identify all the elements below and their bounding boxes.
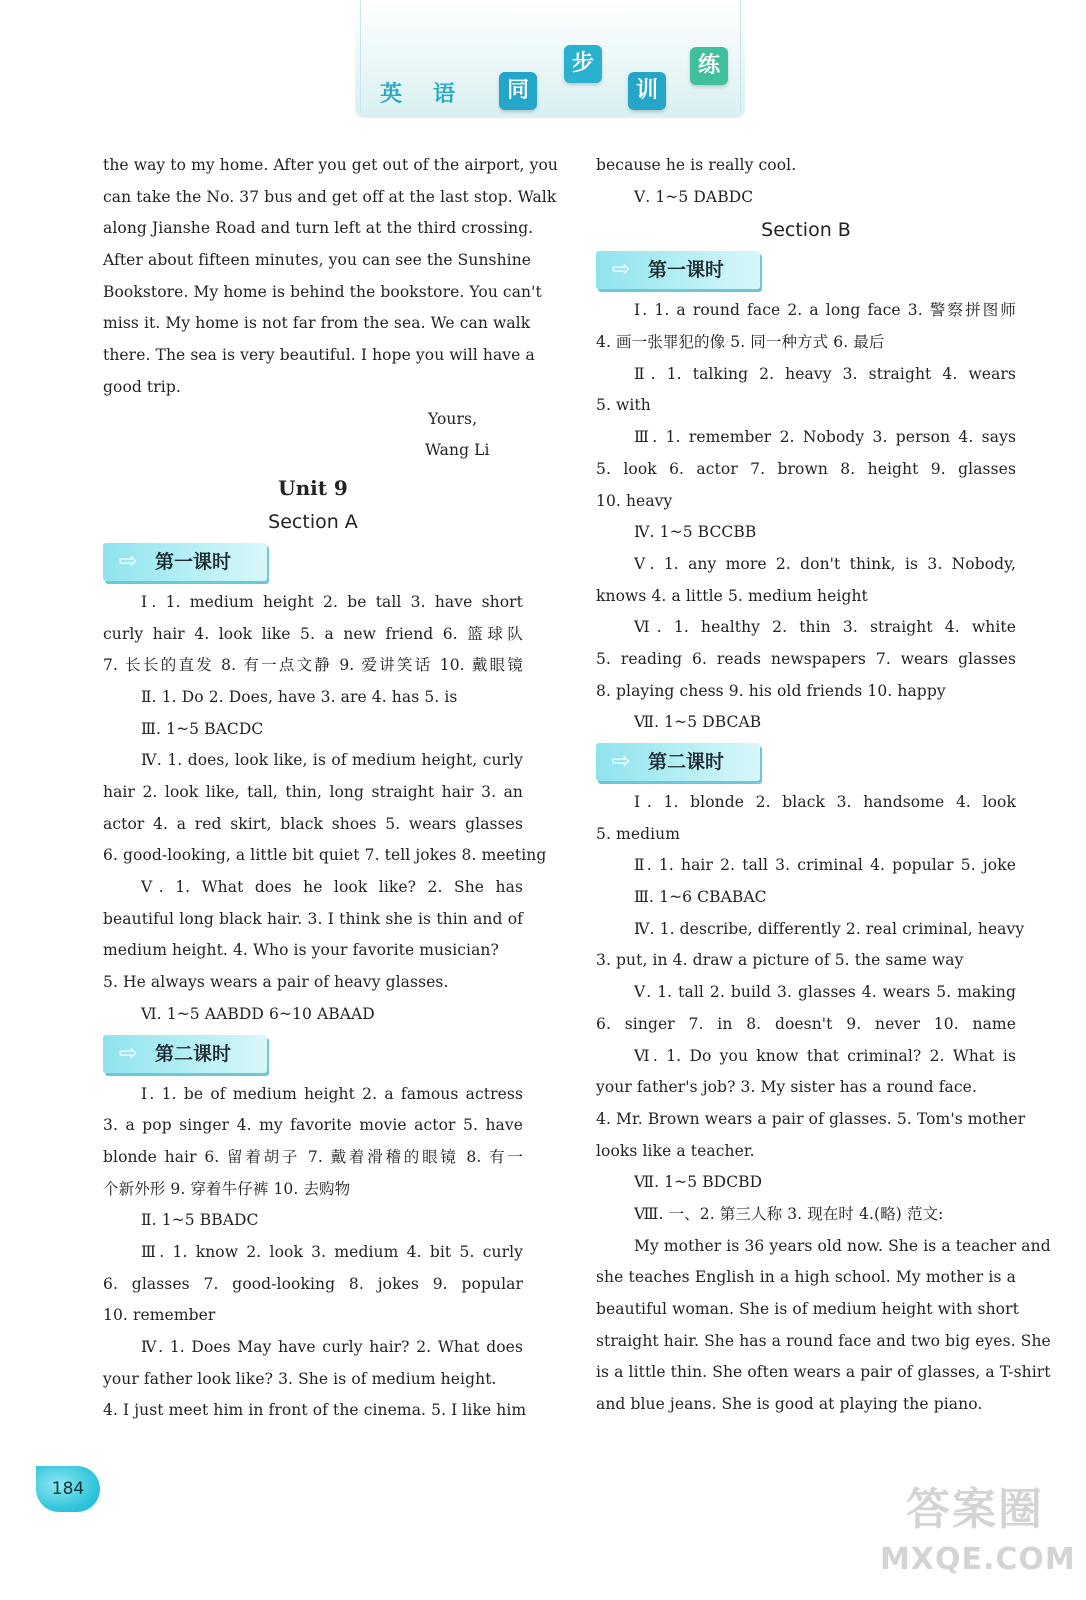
essay-line: is a little thin. She often wears a pair of glasses, a T-shirt [596, 1363, 1051, 1382]
answer-line: Ⅳ. 1. Does May have curly hair? 2. What does [141, 1338, 523, 1356]
answer-line: Ⅵ. 1. healthy 2. thin 3. straight 4. white [634, 618, 1016, 637]
answer-line: 10. remember [103, 1306, 216, 1325]
essay-line: she teaches English in a high school. My mother is a [596, 1268, 1016, 1287]
lesson-banner [596, 743, 760, 781]
header-rule [740, 0, 741, 112]
letter-line: Bookstore. My home is behind the bookstore. You can't [103, 282, 542, 301]
answer-line: Ⅰ. 1. blonde 2. black 3. handsome 4. look [634, 793, 1016, 811]
answer-line: 10. heavy [596, 491, 673, 510]
watermark-url: MXQE.COM [880, 1542, 1076, 1577]
arrow-right-icon: ⇨ [118, 1040, 138, 1066]
lesson-label: 第一课时 [155, 550, 232, 573]
answer-line: 7. 长长的直发 8. 有一点文静 9. 爱讲笑话 10. 戴眼镜 [103, 656, 523, 675]
answer-line: curly hair 4. look like 5. a new friend 6. 篮球队 [103, 624, 523, 643]
answer-line: hair 2. look like, tall, thin, long straight hair 3. an [103, 783, 523, 801]
lesson-banner [103, 543, 267, 581]
answer-line: 8. playing chess 9. his old friends 10. happy [596, 681, 946, 700]
letter-line: can take the No. 37 bus and get off at the last stop. Walk [103, 187, 557, 206]
answer-line: medium height. 4. Who is your favorite musician? [103, 941, 499, 960]
answer-line: your father look like? 3. She is of medium height. [103, 1369, 497, 1388]
answer-line: Ⅳ. 1. describe, differently 2. real criminal, heavy [634, 919, 1025, 938]
answer-line: 个新外形 9. 穿着牛仔裤 10. 去购物 [103, 1179, 351, 1198]
answer-line: Ⅰ. 1. be of medium height 2. a famous actress [141, 1084, 523, 1103]
header-char-box: 同 [499, 72, 537, 110]
answer-line: Ⅶ. 1~5 DBCAB [634, 713, 762, 732]
essay-line: My mother is 36 years old now. She is a teacher and [634, 1236, 1051, 1255]
answer-line: 6. glasses 7. good-looking 8. jokes 9. popular [103, 1274, 523, 1293]
letter-line: good trip. [103, 377, 181, 396]
answer-line: Ⅲ. 1. remember 2. Nobody 3. person 4. says [634, 428, 1016, 447]
answer-line: Ⅴ. 1~5 DABDC [634, 187, 754, 206]
letter-line: there. The sea is very beautiful. I hope you will have a [103, 346, 535, 365]
header-rule [360, 0, 361, 112]
answer-line: looks like a teacher. [596, 1141, 755, 1160]
answer-line: Ⅳ. 1~5 BCCBB [634, 523, 757, 542]
essay-line: and blue jeans. She is good at playing the piano. [596, 1395, 983, 1414]
answer-line: Ⅵ. 1. Do you know that criminal? 2. What is [634, 1046, 1016, 1065]
answer-line: Ⅱ. 1~5 BBADC [141, 1211, 259, 1230]
answer-line: Ⅱ. 1. Do 2. Does, have 3. are 4. has 5. is [141, 687, 458, 706]
answer-line: Ⅱ. 1. hair 2. tall 3. criminal 4. popular 5. joke [634, 856, 1016, 875]
section-title: Section B [761, 219, 851, 242]
answer-line: 5. reading 6. reads newspapers 7. wears glasses [596, 649, 1016, 668]
letter-signature: Wang Li [425, 441, 490, 460]
essay-line: straight hair. She has a round face and two big eyes. She [596, 1331, 1051, 1350]
header-char: 英 [379, 82, 402, 107]
answer-line: 5. He always wears a pair of heavy glasses. [103, 973, 449, 992]
answer-line: 5. with [596, 396, 651, 415]
answer-line: beautiful long black hair. 3. I think she is thin and of [103, 909, 523, 928]
answer-line: Ⅴ. 1. any more 2. don't think, is 3. Nobody, [634, 554, 1016, 573]
answer-line: Ⅲ. 1~5 BACDC [141, 719, 264, 738]
arrow-right-icon: ⇨ [611, 257, 631, 283]
watermark [880, 1480, 1076, 1590]
answer-line: actor 4. a red skirt, black shoes 5. wears glasses [103, 814, 523, 833]
answer-line: because he is really cool. [596, 156, 797, 174]
letter-line: After about fifteen minutes, you can see the Sunshine [103, 251, 532, 270]
answer-line: Ⅰ. 1. a round face 2. a long face 3. 警察拼图师 [634, 301, 1016, 320]
answer-line: Ⅵ. 1~5 AABDD 6~10 ABAAD [141, 1004, 375, 1023]
answer-line: 6. good-looking, a little bit quiet 7. tell jokes 8. meeting [103, 846, 547, 865]
lesson-label: 第一课时 [648, 259, 725, 282]
answer-line: 4. 画一张罪犯的像 5. 同一种方式 6. 最后 [596, 333, 885, 352]
header-char-box: 步 [564, 45, 602, 83]
letter-closing: Yours, [428, 409, 478, 428]
left-column [103, 150, 558, 1427]
header-char: 语 [432, 82, 455, 107]
answer-line: Ⅴ. 1. tall 2. build 3. glasses 4. wears 5. making [634, 983, 1016, 1002]
lesson-banner [103, 1035, 267, 1073]
answer-line: 3. a pop singer 4. my favorite movie actor 5. have [103, 1116, 523, 1135]
header-char-box: 训 [628, 72, 666, 110]
page-header [0, 0, 1086, 130]
arrow-right-icon: ⇨ [118, 548, 138, 574]
header-char-box: 练 [690, 47, 728, 85]
answer-line: blonde hair 6. 留着胡子 7. 戴着滑稽的眼镜 8. 有一 [103, 1147, 523, 1166]
answer-line: 3. put, in 4. draw a picture of 5. the same way [596, 951, 964, 970]
arrow-right-icon: ⇨ [611, 749, 631, 774]
right-column [596, 150, 1051, 1421]
answer-line: 5. look 6. actor 7. brown 8. height 9. glasses [596, 459, 1016, 478]
answer-line: 6. singer 7. in 8. doesn't 9. never 10. name [596, 1014, 1016, 1033]
lesson-banner [596, 251, 760, 289]
lesson-label: 第二课时 [155, 1042, 232, 1065]
watermark-logo: 答案圈 [906, 1484, 1044, 1535]
section-title: Section A [268, 510, 358, 533]
lesson-label: 第二课时 [648, 751, 725, 773]
header-band [355, 0, 745, 118]
answer-line: Ⅲ. 1~6 CBABAC [634, 888, 767, 907]
letter-line: miss it. My home is not far from the sea. We can walk [103, 314, 531, 333]
answer-line: Ⅶ. 1~5 BDCBD [634, 1173, 763, 1192]
answer-line: Ⅰ. 1. medium height 2. be tall 3. have short [141, 592, 523, 611]
letter-line: along Jianshe Road and turn left at the third crossing. [103, 219, 534, 238]
essay-line: beautiful woman. She is of medium height with short [596, 1300, 1019, 1318]
answer-line: knows 4. a little 5. medium height [596, 586, 868, 605]
unit-title: Unit 9 [278, 475, 348, 500]
answer-line: Ⅱ. 1. talking 2. heavy 3. straight 4. wears [634, 364, 1016, 383]
answer-line: your father's job? 3. My sister has a round face. [596, 1078, 977, 1097]
answer-line: 4. I just meet him in front of the cinema. 5. I like him [103, 1401, 527, 1420]
letter-line: the way to my home. After you get out of the airport, you [103, 156, 558, 174]
answer-line: Ⅳ. 1. does, look like, is of medium height, curly [141, 751, 523, 770]
answer-line: Ⅴ. 1. What does he look like? 2. She has [141, 878, 523, 897]
answer-line: Ⅷ. 一、2. 第三人称 3. 现在时 4.(略) 范文: [634, 1204, 944, 1223]
page-number: 184 [36, 1466, 100, 1512]
answer-line: 5. medium [596, 824, 681, 843]
answer-line: 4. Mr. Brown wears a pair of glasses. 5. Tom's mother [596, 1109, 1026, 1128]
answer-line: Ⅲ. 1. know 2. look 3. medium 4. bit 5. curly [141, 1242, 523, 1261]
